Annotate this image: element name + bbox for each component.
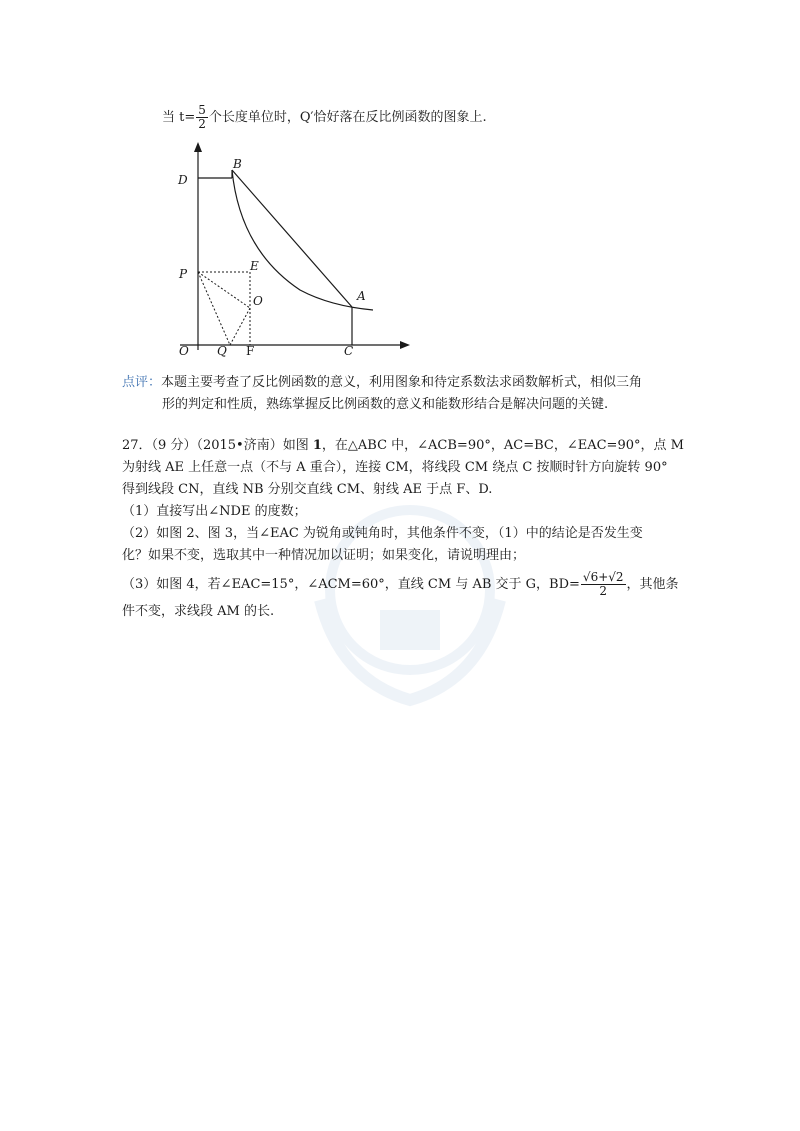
- bd-fraction: $\frac{√6+√2}{2}$: [582, 570, 624, 598]
- label-O1: O: [253, 294, 263, 308]
- y-axis-arrow: [194, 142, 202, 152]
- dotted-PQ: [198, 272, 230, 345]
- comment-label: 点评：: [122, 375, 162, 390]
- dotted-QO: [230, 308, 250, 345]
- problem-line-3: 得到线段 CN，直线 NB 分别交直线 CM、射线 AE 于点 F、D.: [122, 482, 493, 497]
- question-3-line-1: （3）如图 4，若∠EAC=15°，∠ACM=60°，直线 CM 与 AB 交于 G，BD= $\frac{√6+√2}{2}$ ，其他条: [122, 570, 679, 598]
- comment-line-1: 点评：本题主要考查了反比例函数的意义，利用图象和待定系数法求函数解析式，相似三角: [122, 375, 643, 390]
- label-D: D: [178, 173, 188, 187]
- hyperbola-curve: [232, 170, 373, 310]
- label-E: E: [250, 259, 259, 273]
- question-2-line-1: （2）如图 2、图 3，当∠EAC 为锐角或钝角时，其他条件不变，（1）中的结论是否发生变: [122, 526, 643, 541]
- problem-line-2: 为射线 AE 上任意一点（不与 A 重合），连接 CM，将线段 CM 绕点 C 按顺时针方向旋转 90°: [122, 460, 668, 475]
- t-fraction: $\frac{5}{2}$: [198, 103, 206, 131]
- comment-line-2: 形的判定和性质，熟练掌握反比例函数的意义和能数形结合是解决问题的关键.: [162, 397, 609, 412]
- problem-line-1: 27．（9 分）（2015•济南）如图 1，在△ABC 中，∠ACB=90°，AC=BC，∠EAC=90°，点 M: [122, 438, 684, 453]
- label-C: C: [344, 344, 354, 358]
- segment-BA: [232, 170, 352, 307]
- label-O: O: [179, 344, 189, 358]
- geometry-figure: [170, 140, 415, 360]
- label-F: F: [246, 344, 255, 358]
- dotted-PO: [198, 272, 250, 308]
- label-P: P: [179, 267, 188, 281]
- question-2-line-2: 化？如果不变，选取其中一种情况加以证明；如果变化，请说明理由；: [122, 548, 526, 563]
- label-B: B: [233, 157, 242, 171]
- top-sentence: 当 t= $\frac{5}{2}$ 个长度单位时，Q′恰好落在反比例函数的图象上.: [162, 103, 487, 131]
- question-3-line-2: 件不变，求线段 AM 的长.: [122, 604, 275, 619]
- label-A: A: [357, 289, 366, 303]
- label-Q: Q: [217, 344, 227, 358]
- question-1: （1）直接写出∠NDE 的度数；: [122, 504, 307, 519]
- x-axis-arrow: [400, 341, 410, 349]
